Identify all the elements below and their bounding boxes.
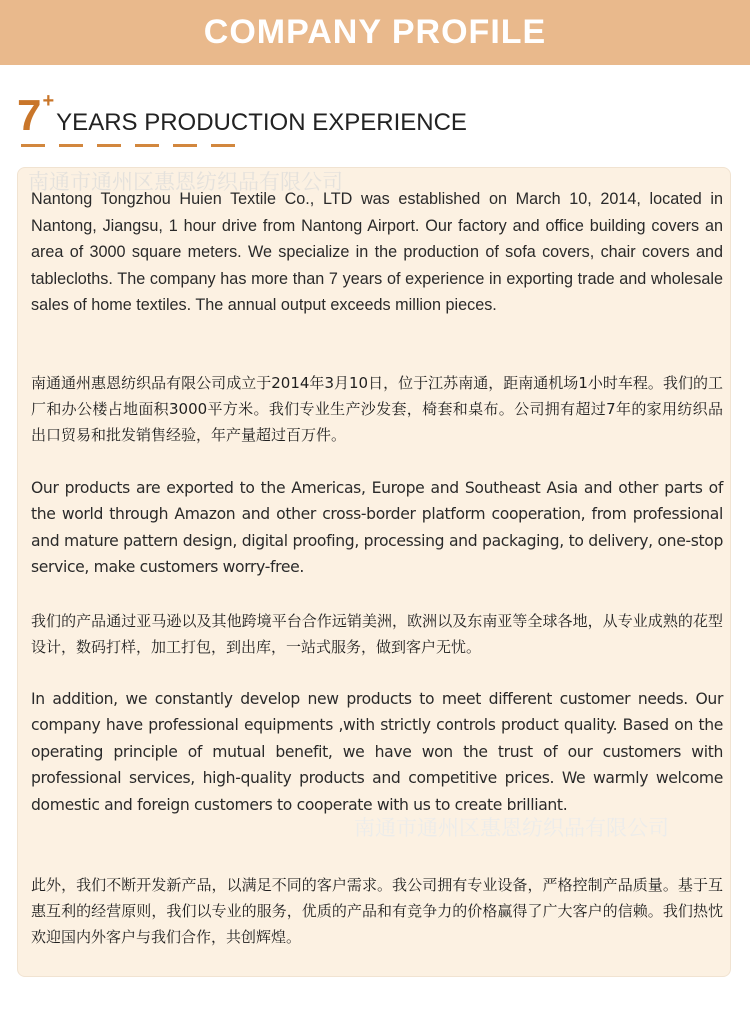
divider-dash <box>135 144 159 147</box>
divider-dash <box>21 144 45 147</box>
divider-dash <box>211 144 235 147</box>
years-label: YEARS PRODUCTION EXPERIENCE <box>56 109 467 136</box>
quality-paragraph-en: In addition, we constantly develop new products to meet different customer needs. Our company have professional equipments ,with strictly controls product quality. Based on the operating principle of mutual benefit, we have won the trust of our customers with professional services, high-quality products and competitive prices. We warmly welcome domestic and foreign customers to cooperate with us to create brilliant. <box>31 690 723 814</box>
divider-dash <box>59 144 83 147</box>
watermark-bottom: 南通市通州区惠恩纺织品有限公司 <box>354 816 669 840</box>
intro-paragraph-en: Nantong Tongzhou Huien Textile Co., LTD was established on March 10, 2014, located in Nantong, Jiangsu, 1 hour drive from Nantong Airport. Our factory and office building covers an area of 3000 square meters. We specialize in the production of sofa covers, chair covers and tablecloths. The company has more than 7 years of experience in exporting trade and wholesale sales of home textiles. The annual output exceeds million pieces. <box>31 190 723 314</box>
header-band <box>0 0 750 65</box>
experience-heading <box>17 88 467 138</box>
page-title: COMPANY PROFILE <box>203 13 547 51</box>
divider-dash <box>173 144 197 147</box>
years-number: 7 <box>17 91 42 140</box>
intro-paragraph-zh: 南通通州惠恩纺织品有限公司成立于2014年3月10日，位于江苏南通，距南通机场1小时车程。我们的工厂和办公楼占地面积3000平方米。我们专业生产沙发套，椅套和桌布。公司拥有超过7年的家用纺织品出口贸易和批发销售经验，年产量超过百万件。 <box>31 374 723 444</box>
quality-paragraph-zh: 此外，我们不断开发新产品，以满足不同的客户需求。我公司拥有专业设备，严格控制产品质量。基于互惠互利的经营原则，我们以专业的服务，优质的产品和有竞争力的价格赢得了广大客户的信赖。我们热忱欢迎国内外客户与我们合作，共创辉煌。 <box>31 876 723 946</box>
heading-divider <box>21 144 235 147</box>
years-plus: + <box>42 90 55 112</box>
export-paragraph-zh: 我们的产品通过亚马逊以及其他跨境平台合作远销美洲，欧洲以及东南亚等全球各地，从专业成熟的花型设计，数码打样，加工打包，到出库，一站式服务，做到客户无忧。 <box>31 612 723 656</box>
watermark-top: 南通市通州区惠恩纺织品有限公司 <box>28 170 343 194</box>
divider-dash <box>97 144 121 147</box>
export-paragraph-en: Our products are exported to the Americas, Europe and Southeast Asia and other parts of the world through Amazon and other cross-border platform cooperation, from professional and mature pattern design, digital proofing, processing and packaging, to delivery, one-stop service, make customers worry-free. <box>31 479 723 577</box>
